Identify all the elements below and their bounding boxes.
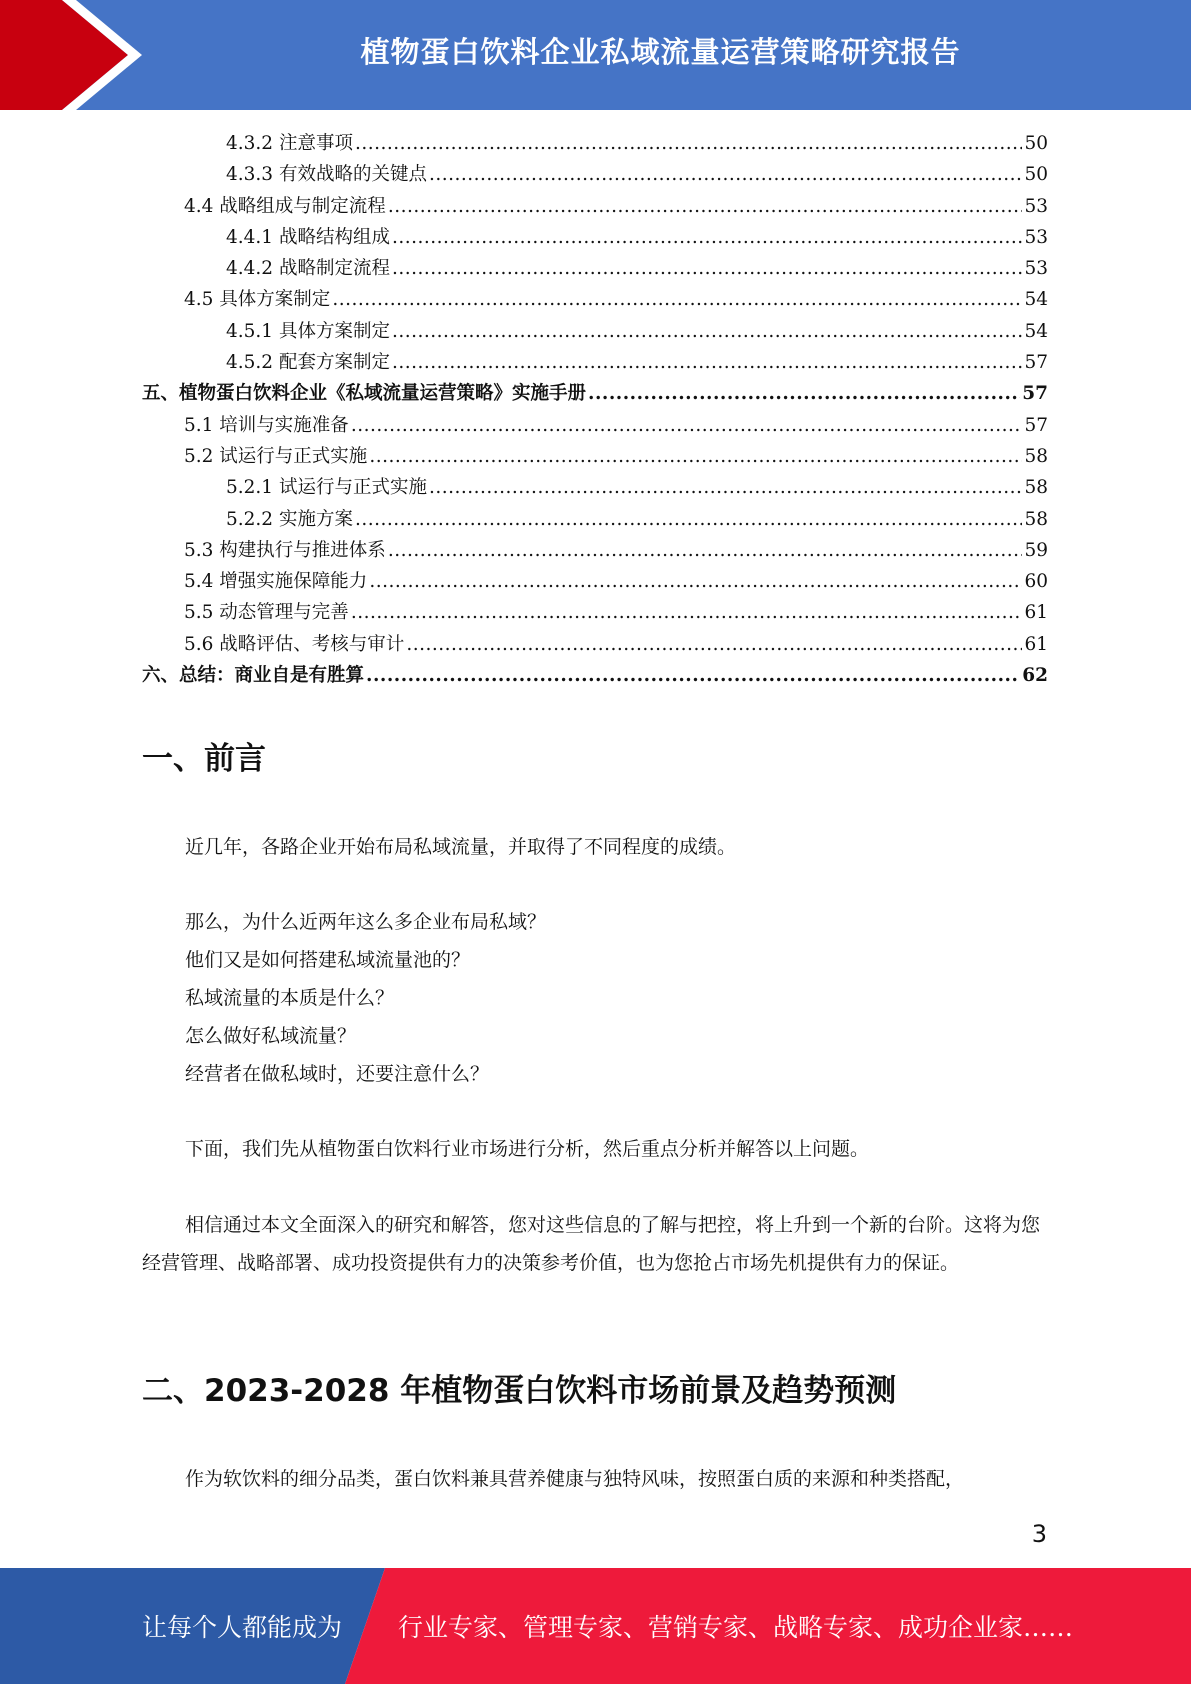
toc-entry-page: 58 <box>1024 508 1048 530</box>
toc-entry-page: 50 <box>1024 164 1048 186</box>
page-footer <box>0 1568 1191 1684</box>
toc-entry-label: 4.5.1 具体方案制定 <box>226 320 390 342</box>
toc-entry-label: 六、总结：商业自是有胜算 <box>142 665 365 687</box>
toc-entry-page: 58 <box>1024 445 1048 467</box>
toc-leader-dots <box>355 504 1023 535</box>
toc-entry-page: 53 <box>1024 258 1048 280</box>
header-title: 植物蛋白饮料企业私域流量运营策略研究报告 <box>360 34 961 69</box>
toc-entry[interactable] <box>142 441 1048 472</box>
toc-entry-page: 57 <box>1024 414 1048 436</box>
list-item: 他们又是如何搭建私域流量池的？ <box>185 949 471 971</box>
toc-leader-dots <box>366 660 1020 691</box>
paragraph-text: 作为软饮料的细分品类，蛋白饮料兼具营养健康与独特风味，按照蛋白质的来源和种类搭配， <box>185 1468 965 1490</box>
toc-leader-dots <box>351 597 1023 628</box>
toc-entry-page: 50 <box>1024 133 1048 154</box>
toc-entry-page: 53 <box>1024 195 1048 217</box>
toc-entry-label: 5.1 培训与实施准备 <box>184 414 349 436</box>
toc-entry-label: 4.4.1 战略结构组成 <box>226 226 390 248</box>
toc-entry[interactable] <box>142 660 1048 691</box>
section-heading-market-outlook: 二、2023-2028 年植物蛋白饮料市场前景及趋势预测 <box>142 1373 897 1409</box>
toc-entry-label: 5.5 动态管理与完善 <box>184 602 349 624</box>
toc-leader-dots <box>392 316 1022 347</box>
toc-entry[interactable] <box>142 284 1048 315</box>
paragraph-conclusion <box>142 1206 1048 1282</box>
toc-entry[interactable] <box>142 472 1048 503</box>
toc-entry-page: 53 <box>1024 226 1048 248</box>
toc-entry-label: 4.3.2 注意事项 <box>226 133 353 154</box>
toc-entry-label: 4.4 战略组成与制定流程 <box>184 195 386 217</box>
paragraph-market <box>142 1460 1048 1498</box>
toc-entry-label: 5.6 战略评估、考核与审计 <box>184 633 405 655</box>
toc-entry-page: 61 <box>1024 602 1048 624</box>
toc-entry-label: 5.2.2 实施方案 <box>226 508 353 530</box>
toc-entry-label: 5.2 试运行与正式实施 <box>184 445 368 467</box>
toc-entry[interactable] <box>142 535 1048 566</box>
toc-entry-page: 57 <box>1022 383 1048 405</box>
toc-entry[interactable] <box>142 159 1048 190</box>
toc-entry-label: 五、植物蛋白饮料企业《私域流量运营策略》实施手册 <box>142 383 587 405</box>
toc-entry[interactable] <box>142 347 1048 378</box>
toc-leader-dots <box>429 159 1022 190</box>
toc-leader-dots <box>388 191 1023 222</box>
toc-leader-dots <box>351 410 1023 441</box>
paragraph-text: 下面，我们先从植物蛋白饮料行业市场进行分析，然后重点分析并解答以上问题。 <box>185 1138 870 1160</box>
toc-entry[interactable] <box>142 597 1048 628</box>
footer-slogan-right: 行业专家、管理专家、营销专家、战略专家、成功企业家…… <box>398 1613 1074 1642</box>
toc-entry-page: 58 <box>1024 477 1048 499</box>
paragraph-intro <box>142 828 1048 866</box>
list-item: 经营者在做私域时，还要注意什么？ <box>185 1063 490 1085</box>
toc-entry-label: 5.3 构建执行与推进体系 <box>184 539 386 561</box>
toc-entry[interactable] <box>142 222 1048 253</box>
toc-entry[interactable] <box>142 378 1048 409</box>
toc-entry[interactable] <box>142 191 1048 222</box>
toc-leader-dots <box>369 566 1022 597</box>
toc-entry-page: 54 <box>1024 289 1048 311</box>
page-number: 3 <box>1031 1520 1047 1548</box>
toc-leader-dots <box>369 441 1022 472</box>
toc-entry-label: 5.2.1 试运行与正式实施 <box>226 477 427 499</box>
toc-leader-dots <box>392 253 1022 284</box>
section-heading-preface: 一、前言 <box>142 741 266 777</box>
toc-leader-dots <box>332 284 1022 315</box>
chevron-decoration-icon <box>0 0 160 110</box>
paragraph-analysis <box>142 1130 1048 1168</box>
toc-entry-label: 4.5.2 配套方案制定 <box>226 352 390 374</box>
toc-entry[interactable] <box>142 410 1048 441</box>
page-header <box>0 0 1191 110</box>
toc-entry-page: 61 <box>1024 633 1048 655</box>
toc-leader-dots <box>429 472 1022 503</box>
toc-entry[interactable] <box>142 566 1048 597</box>
toc-leader-dots <box>388 535 1023 566</box>
toc-entry-page: 59 <box>1024 539 1048 561</box>
toc-entry[interactable] <box>142 316 1048 347</box>
toc-entry-label: 4.5 具体方案制定 <box>184 289 331 311</box>
toc-leader-dots <box>588 378 1020 409</box>
footer-slogan-left: 让每个人都能成为 <box>142 1613 343 1642</box>
toc-entry-page: 62 <box>1022 665 1048 687</box>
toc-leader-dots <box>406 629 1022 660</box>
toc-entry-label: 4.3.3 有效战略的关键点 <box>226 164 427 186</box>
toc-entry[interactable] <box>142 504 1048 535</box>
question-list <box>142 903 1048 1093</box>
toc-entry[interactable] <box>142 128 1048 159</box>
toc-entry-label: 5.4 增强实施保障能力 <box>184 571 368 593</box>
toc-entry-page: 60 <box>1024 571 1048 593</box>
list-item: 那么，为什么近两年这么多企业布局私域？ <box>185 911 547 933</box>
table-of-contents <box>142 128 1048 691</box>
paragraph-text: 近几年，各路企业开始布局私域流量，并取得了不同程度的成绩。 <box>185 836 737 858</box>
list-item: 私域流量的本质是什么？ <box>185 987 395 1009</box>
toc-entry[interactable] <box>142 253 1048 284</box>
list-item: 怎么做好私域流量？ <box>185 1025 357 1047</box>
paragraph-text: 相信通过本文全面深入的研究和解答，您对这些信息的了解与把控，将上升到一个新的台阶。这将为您经营管理、战略部署、成功投资提供有力的决策参考价值，也为您抢占市场先机提供有力的保证。 <box>142 1214 1041 1274</box>
toc-leader-dots <box>355 128 1023 159</box>
toc-entry-page: 57 <box>1024 352 1048 374</box>
toc-entry-label: 4.4.2 战略制定流程 <box>226 258 390 280</box>
toc-entry-page: 54 <box>1024 320 1048 342</box>
toc-entry[interactable] <box>142 629 1048 660</box>
toc-leader-dots <box>392 347 1022 378</box>
toc-leader-dots <box>392 222 1022 253</box>
